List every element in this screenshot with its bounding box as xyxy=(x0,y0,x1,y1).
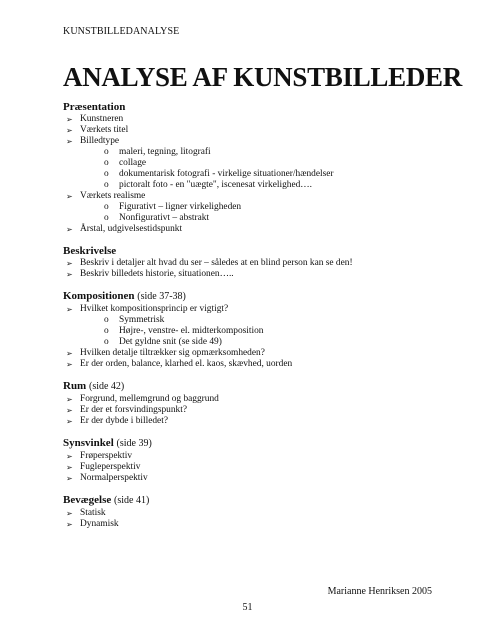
circle-bullet-icon: o xyxy=(104,315,109,325)
bullet-list xyxy=(63,394,443,427)
list-item-text: Hvilket kompositionsprincip er vigtigt? xyxy=(80,304,229,314)
list-item-text: Årstal, udgivelsestidspunkt xyxy=(80,224,183,234)
sub-list-item-text: maleri, tegning, litografi xyxy=(119,147,211,157)
list-item-text: Beskriv i detaljer alt hvad du ser – således at en blind person kan se den! xyxy=(80,258,353,268)
page-title: ANALYSE AF KUNSTBILLEDER xyxy=(63,62,462,92)
arrow-bullet-icon: ➢ xyxy=(66,137,73,146)
arrow-bullet-icon: ➢ xyxy=(66,474,73,483)
section xyxy=(63,289,443,370)
section-heading-text: Beskrivelse xyxy=(63,245,117,257)
sub-list-item xyxy=(66,169,443,180)
section-heading xyxy=(63,436,443,451)
circle-bullet-icon: o xyxy=(104,213,109,223)
list-item xyxy=(63,348,443,359)
section xyxy=(63,100,443,235)
list-item-text: Hvilken detalje tiltrækker sig opmærksomheden? xyxy=(80,348,265,358)
list-item-text: Normalperspektiv xyxy=(80,473,148,483)
section xyxy=(63,493,443,530)
section-heading xyxy=(63,289,443,304)
sub-list-item-text: dokumentarisk fotografi - virkelige situationer/hændelser xyxy=(119,169,334,179)
list-item-text: Forgrund, mellemgrund og baggrund xyxy=(80,394,219,404)
list-item xyxy=(63,269,443,280)
bullet-list xyxy=(63,114,443,235)
bullet-list xyxy=(63,258,443,280)
list-item-text: Beskriv billedets historie, situationen….. xyxy=(80,269,234,279)
list-item-text: Er der orden, balance, klarhed el. kaos, skævhed, uorden xyxy=(80,359,293,369)
section xyxy=(63,244,443,280)
list-item xyxy=(63,462,443,473)
sub-list-item xyxy=(66,315,443,326)
arrow-bullet-icon: ➢ xyxy=(66,395,73,404)
list-item xyxy=(63,405,443,416)
footer-author: Marianne Henriksen 2005 xyxy=(327,586,432,597)
list-item xyxy=(63,191,443,224)
section-page-ref: (side 41) xyxy=(114,495,150,506)
arrow-bullet-icon: ➢ xyxy=(66,126,73,135)
sub-list-item-text: Symmetrisk xyxy=(119,315,165,325)
sub-list xyxy=(66,315,443,348)
circle-bullet-icon: o xyxy=(104,326,109,336)
sub-list-item xyxy=(66,326,443,337)
list-item-text: Dynamisk xyxy=(80,519,119,529)
section-page-ref: (side 39) xyxy=(116,438,152,449)
list-item-text: Billedtype xyxy=(80,136,120,146)
list-item-text: Værkets realisme xyxy=(80,191,146,201)
arrow-bullet-icon: ➢ xyxy=(66,259,73,268)
section-heading-text: Præsentation xyxy=(63,101,126,113)
list-item xyxy=(63,519,443,530)
arrow-bullet-icon: ➢ xyxy=(66,406,73,415)
sub-list-item-text: Det gyldne snit (se side 49) xyxy=(119,337,222,347)
arrow-bullet-icon: ➢ xyxy=(66,115,73,124)
sub-list-item xyxy=(66,147,443,158)
sub-list-item-text: Højre-, venstre- el. midterkomposition xyxy=(119,326,264,336)
sub-list-item xyxy=(66,180,443,191)
list-item-text: Er der dybde i billedet? xyxy=(80,416,168,426)
sub-list-item xyxy=(66,202,443,213)
list-item xyxy=(63,136,443,191)
section-page-ref: (side 42) xyxy=(88,381,125,392)
section-heading-text: Rum xyxy=(63,380,87,392)
list-item xyxy=(63,508,443,519)
circle-bullet-icon: o xyxy=(104,147,109,157)
list-item xyxy=(63,125,443,136)
arrow-bullet-icon: ➢ xyxy=(66,360,73,369)
arrow-bullet-icon: ➢ xyxy=(66,225,73,234)
list-item-text: Er der et forsvindingspunkt? xyxy=(80,405,188,415)
arrow-bullet-icon: ➢ xyxy=(66,417,73,426)
arrow-bullet-icon: ➢ xyxy=(66,509,73,518)
sub-list-item-text: Figurativt – ligner virkeligheden xyxy=(119,202,242,212)
arrow-bullet-icon: ➢ xyxy=(66,305,73,314)
section-heading xyxy=(63,100,443,114)
arrow-bullet-icon: ➢ xyxy=(66,349,73,358)
arrow-bullet-icon: ➢ xyxy=(66,270,73,279)
section-heading-text: Kompositionen xyxy=(63,290,135,302)
sub-list xyxy=(66,147,443,191)
list-item-text: Kunstneren xyxy=(80,114,124,124)
list-item xyxy=(63,224,443,235)
section-heading-text: Bevægelse xyxy=(63,494,112,506)
bullet-list xyxy=(63,508,443,530)
circle-bullet-icon: o xyxy=(104,337,109,347)
running-header: KUNSTBILLEDANALYSE xyxy=(63,26,180,37)
sub-list-item-text: pictoralt foto - en "uægte", iscenesat virkelighed…. xyxy=(119,180,313,190)
section xyxy=(63,436,443,484)
arrow-bullet-icon: ➢ xyxy=(66,192,73,201)
list-item xyxy=(63,114,443,125)
list-item xyxy=(63,359,443,370)
sub-list xyxy=(66,202,443,224)
section xyxy=(63,379,443,427)
circle-bullet-icon: o xyxy=(104,158,109,168)
list-item xyxy=(63,451,443,462)
section-page-ref: (side 37-38) xyxy=(137,291,186,302)
list-item-text: Frøperspektiv xyxy=(80,451,133,461)
list-item xyxy=(63,416,443,427)
bullet-list xyxy=(63,451,443,484)
document-body xyxy=(63,100,443,539)
arrow-bullet-icon: ➢ xyxy=(66,463,73,472)
section-heading xyxy=(63,379,443,394)
list-item-text: Statisk xyxy=(80,508,106,518)
sub-list-item-text: collage xyxy=(119,158,147,168)
circle-bullet-icon: o xyxy=(104,180,109,190)
sub-list-item xyxy=(66,158,443,169)
list-item xyxy=(63,394,443,405)
list-item xyxy=(63,258,443,269)
sub-list-item xyxy=(66,213,443,224)
list-item xyxy=(63,304,443,348)
arrow-bullet-icon: ➢ xyxy=(66,520,73,529)
list-item xyxy=(63,473,443,484)
list-item-text: Værkets titel xyxy=(80,125,129,135)
page-number: 51 xyxy=(242,602,253,613)
circle-bullet-icon: o xyxy=(104,202,109,212)
sub-list-item-text: Nonfigurativt – abstrakt xyxy=(119,213,210,223)
section-heading xyxy=(63,493,443,508)
bullet-list xyxy=(63,304,443,370)
section-heading-text: Synsvinkel xyxy=(63,437,114,449)
sub-list-item xyxy=(66,337,443,348)
arrow-bullet-icon: ➢ xyxy=(66,452,73,461)
list-item-text: Fugleperspektiv xyxy=(80,462,141,472)
section-heading xyxy=(63,244,443,258)
circle-bullet-icon: o xyxy=(104,169,109,179)
